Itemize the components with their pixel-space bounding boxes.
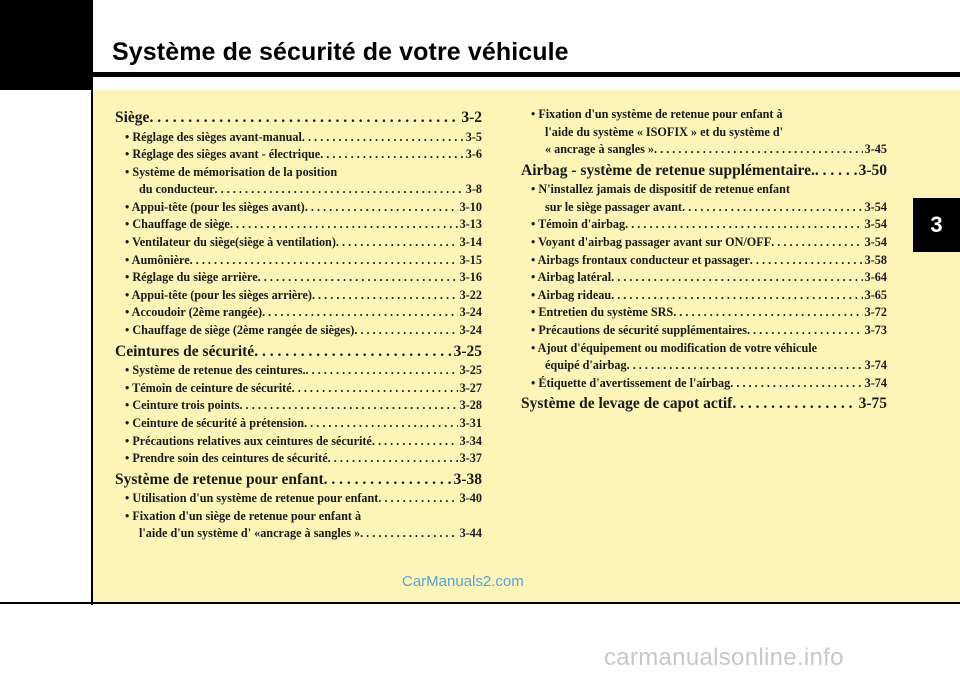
toc-entry-label: • Ceinture de sécurité à prétension <box>125 415 305 430</box>
toc-entry-label: • Réglage des sièges avant - électrique <box>125 147 321 162</box>
toc-entry-label: • Airbag rideau <box>531 287 612 302</box>
toc-section-entry[interactable] <box>521 393 887 415</box>
toc-subsection-entry[interactable] <box>521 357 887 375</box>
toc-entry-label: « ancrage à sangles » <box>545 142 655 157</box>
leader-dots <box>611 269 863 287</box>
toc-entry-label: équipé d'airbag <box>545 358 627 373</box>
toc-subsection-entry[interactable] <box>115 450 482 468</box>
toc-subsection-entry[interactable] <box>115 362 482 380</box>
toc-section-entry[interactable] <box>115 341 482 363</box>
toc-page-number: 3-31 <box>459 415 482 430</box>
toc-subsection-line: • Système de mémorisation de la position <box>125 164 338 179</box>
leader-dots <box>328 450 458 468</box>
leader-dots <box>673 304 862 322</box>
toc-subsection-entry[interactable] <box>115 146 482 164</box>
toc-subsection-entry[interactable] <box>115 216 482 234</box>
toc-page-number: 3-40 <box>459 491 482 506</box>
toc-page-number: 3-58 <box>864 252 887 267</box>
toc-page-number: 3-22 <box>459 287 482 302</box>
leader-dots <box>190 252 458 270</box>
toc-subsection-entry[interactable] <box>521 287 887 305</box>
toc-subsection-entry[interactable] <box>521 304 887 322</box>
toc-page-number: 3-2 <box>461 109 482 126</box>
toc-subsection-entry[interactable] <box>115 199 482 217</box>
toc-page-number: 3-54 <box>864 217 887 232</box>
toc-subsection-entry[interactable] <box>521 252 887 270</box>
toc-entry-label: • Étiquette d'avertissement de l'airbag <box>531 375 731 390</box>
leader-dots <box>324 469 452 491</box>
toc-subsection-entry[interactable] <box>115 433 482 451</box>
leader-dots <box>771 234 863 252</box>
toc-subsection-entry[interactable] <box>521 269 887 287</box>
toc-entry-label: Système de retenue pour enfant <box>115 470 324 488</box>
toc-column-right <box>521 106 887 415</box>
toc-subsection-entry[interactable] <box>115 234 482 252</box>
chapter-number: 3 <box>930 212 943 237</box>
toc-subsection-entry[interactable] <box>115 181 482 199</box>
toc-page-number: 3-24 <box>459 323 482 338</box>
leader-dots <box>625 216 863 234</box>
toc-page-number: 3-13 <box>459 217 482 232</box>
toc-page-number: 3-54 <box>864 199 887 214</box>
leader-dots <box>360 525 458 543</box>
toc-page-number: 3-25 <box>459 363 482 378</box>
chapter-tab[interactable] <box>913 198 960 252</box>
watermark-carmanuals2[interactable]: CarManuals2.com <box>402 573 524 590</box>
toc-subsection-entry[interactable] <box>521 199 887 217</box>
leader-dots <box>149 107 459 129</box>
toc-subsection-entry[interactable] <box>115 525 482 543</box>
toc-page-number: 3-28 <box>459 398 482 413</box>
toc-entry-label: • Airbag latéral <box>531 270 612 285</box>
leader-dots <box>304 415 458 433</box>
toc-subsection-entry[interactable] <box>115 490 482 508</box>
toc-page-number: 3-15 <box>459 252 482 267</box>
toc-entry-label: • Ventilateur du siège(siège à ventilation) <box>125 235 336 250</box>
toc-entry-label: • Ceinture trois points <box>125 398 240 413</box>
toc-entry-label: sur le siège passager avant <box>545 199 682 214</box>
leader-dots <box>254 341 451 363</box>
toc-entry-label: • Entretien du système SRS <box>531 305 674 320</box>
toc-subsection-entry[interactable] <box>115 129 482 147</box>
toc-page-number: 3-37 <box>459 451 482 466</box>
leader-dots <box>240 397 458 415</box>
leader-dots <box>378 490 457 508</box>
toc-section-entry[interactable] <box>115 107 482 129</box>
toc-entry-label: • Témoin de ceinture de sécurité <box>125 380 292 395</box>
toc-subsection-entry[interactable] <box>521 375 887 393</box>
toc-section-entry[interactable] <box>115 469 482 491</box>
leader-dots <box>230 216 458 234</box>
toc-entry-label: • Appui-tête (pour les sièges avant) <box>125 199 305 214</box>
toc-page-number: 3-10 <box>459 199 482 214</box>
leader-dots <box>320 146 464 164</box>
title-underline <box>93 72 960 77</box>
toc-subsection-entry[interactable] <box>115 304 482 322</box>
toc-page-number: 3-25 <box>453 342 482 360</box>
toc-entry-label: • Système de retenue des ceintures. <box>125 363 306 378</box>
leader-dots <box>750 252 863 270</box>
toc-subsection-line: • Ajout d'équipement ou modification de votre véhicule <box>531 340 818 355</box>
page-title: Système de sécurité de votre véhicule <box>112 38 569 66</box>
toc-subsection-entry[interactable] <box>115 287 482 305</box>
toc-entry-label: • Aumônière <box>125 252 190 267</box>
toc-page-number: 3-65 <box>864 287 887 302</box>
toc-page-number: 3-73 <box>864 323 887 338</box>
toc-entry-label: du conducteur <box>139 182 215 197</box>
toc-page-number: 3-45 <box>864 142 887 157</box>
leader-dots <box>682 199 863 217</box>
toc-page-number: 3-14 <box>459 235 482 250</box>
leader-dots <box>747 322 863 340</box>
toc-column-left <box>115 106 482 543</box>
toc-page-number: 3-34 <box>459 433 482 448</box>
toc-entry-label: Système de levage de capot actif <box>521 395 733 413</box>
toc-entry-label: • Voyant d'airbag passager avant sur ON/OFF <box>531 235 772 250</box>
leader-dots <box>732 393 856 415</box>
toc-subsection-line: • N'installez jamais de dispositif de retenue enfant <box>531 182 790 197</box>
leader-dots <box>336 234 458 252</box>
toc-page-number: 3-5 <box>465 129 482 144</box>
toc-entry-label: Airbag - système de retenue supplémentaire. <box>521 161 815 179</box>
watermark-carmanualsonline[interactable]: carmanualsonline.info <box>604 644 844 671</box>
toc-page-number: 3-64 <box>864 270 887 285</box>
toc-page-number: 3-72 <box>864 305 887 320</box>
toc-page-number: 3-38 <box>453 470 482 488</box>
toc-subsection-line: • Fixation d'un siège de retenue pour enfant à <box>125 508 362 523</box>
toc-entry-label: Ceintures de sécurité <box>115 342 255 360</box>
leader-dots <box>292 380 458 398</box>
toc-page-number: 3-75 <box>858 395 887 413</box>
toc-subsection-entry[interactable] <box>115 322 482 340</box>
toc-entry-label: • Chauffage de siège <box>125 217 230 232</box>
toc-page-number: 3-8 <box>465 182 482 197</box>
toc-entry-label: • Appui-tête (pour les sièges arrière) <box>125 287 312 302</box>
toc-subsection-entry[interactable] <box>521 141 887 159</box>
toc-page-number: 3-24 <box>459 305 482 320</box>
toc-page-number: 3-6 <box>465 147 482 162</box>
toc-entry-label: • Prendre soin des ceintures de sécurité <box>125 451 328 466</box>
toc-subsection-entry[interactable] <box>115 380 482 398</box>
toc-entry-label: • Airbags frontaux conducteur et passager <box>531 252 750 267</box>
toc-subsection-entry[interactable] <box>115 415 482 433</box>
toc-subsection-entry[interactable] <box>115 252 482 270</box>
toc-page-number: 3-27 <box>459 380 482 395</box>
leader-dots <box>312 287 458 305</box>
toc-page-number: 3-16 <box>459 270 482 285</box>
toc-entry-label: • Chauffage de siège (2ème rangée de sièges) <box>125 323 355 338</box>
leader-dots <box>215 181 464 199</box>
toc-subsection-entry[interactable] <box>521 322 887 340</box>
toc-subsection-line: • Fixation d'un système de retenue pour enfant à <box>531 107 783 121</box>
toc-page-number: 3-54 <box>864 235 887 250</box>
leader-dots <box>262 304 458 322</box>
toc-page-number: 3-74 <box>864 358 887 373</box>
leader-dots <box>258 269 458 287</box>
toc-entry-label: Siège <box>115 109 150 126</box>
toc-subsection-entry[interactable] <box>115 269 482 287</box>
leader-dots <box>730 375 862 393</box>
bottom-border-line <box>0 602 960 604</box>
toc-subsection-entry[interactable] <box>115 397 482 415</box>
toc-entry-label: • Précautions de sécurité supplémentaires <box>531 323 747 338</box>
leader-dots <box>372 433 458 451</box>
toc-entry-label: • Utilisation d'un système de retenue pour enfant <box>125 491 379 506</box>
toc-page-number: 3-74 <box>864 375 887 390</box>
toc-page-number: 3-44 <box>459 526 482 541</box>
toc-entry-label: • Précautions relatives aux ceintures de sécurité <box>125 433 372 448</box>
toc-entry-label: l'aide d'un système d' «ancrage à sangles » <box>139 526 361 541</box>
toc-entry-label: • Accoudoir (2ème rangée) <box>125 305 263 320</box>
toc-entry-label: • Témoin d'airbag <box>531 217 626 232</box>
leader-dots <box>815 160 857 182</box>
toc-subsection-line: l'aide du système « ISOFIX » et du système d' <box>545 124 784 139</box>
toc-section-entry[interactable] <box>521 160 887 182</box>
leader-dots <box>654 141 863 159</box>
leader-dots <box>611 287 863 305</box>
leader-dots <box>305 199 458 217</box>
leader-dots <box>627 357 863 375</box>
toc-entry-label: • Réglage des sièges avant-manual <box>125 129 302 144</box>
toc-subsection-entry[interactable] <box>521 234 887 252</box>
toc-entry-label: • Réglage du siège arrière <box>125 270 258 285</box>
corner-black-block <box>0 0 92 90</box>
toc-page-number: 3-50 <box>858 161 887 179</box>
toc-subsection-entry[interactable] <box>521 216 887 234</box>
leader-dots <box>302 129 464 147</box>
leader-dots <box>354 322 457 340</box>
leader-dots <box>306 362 458 380</box>
